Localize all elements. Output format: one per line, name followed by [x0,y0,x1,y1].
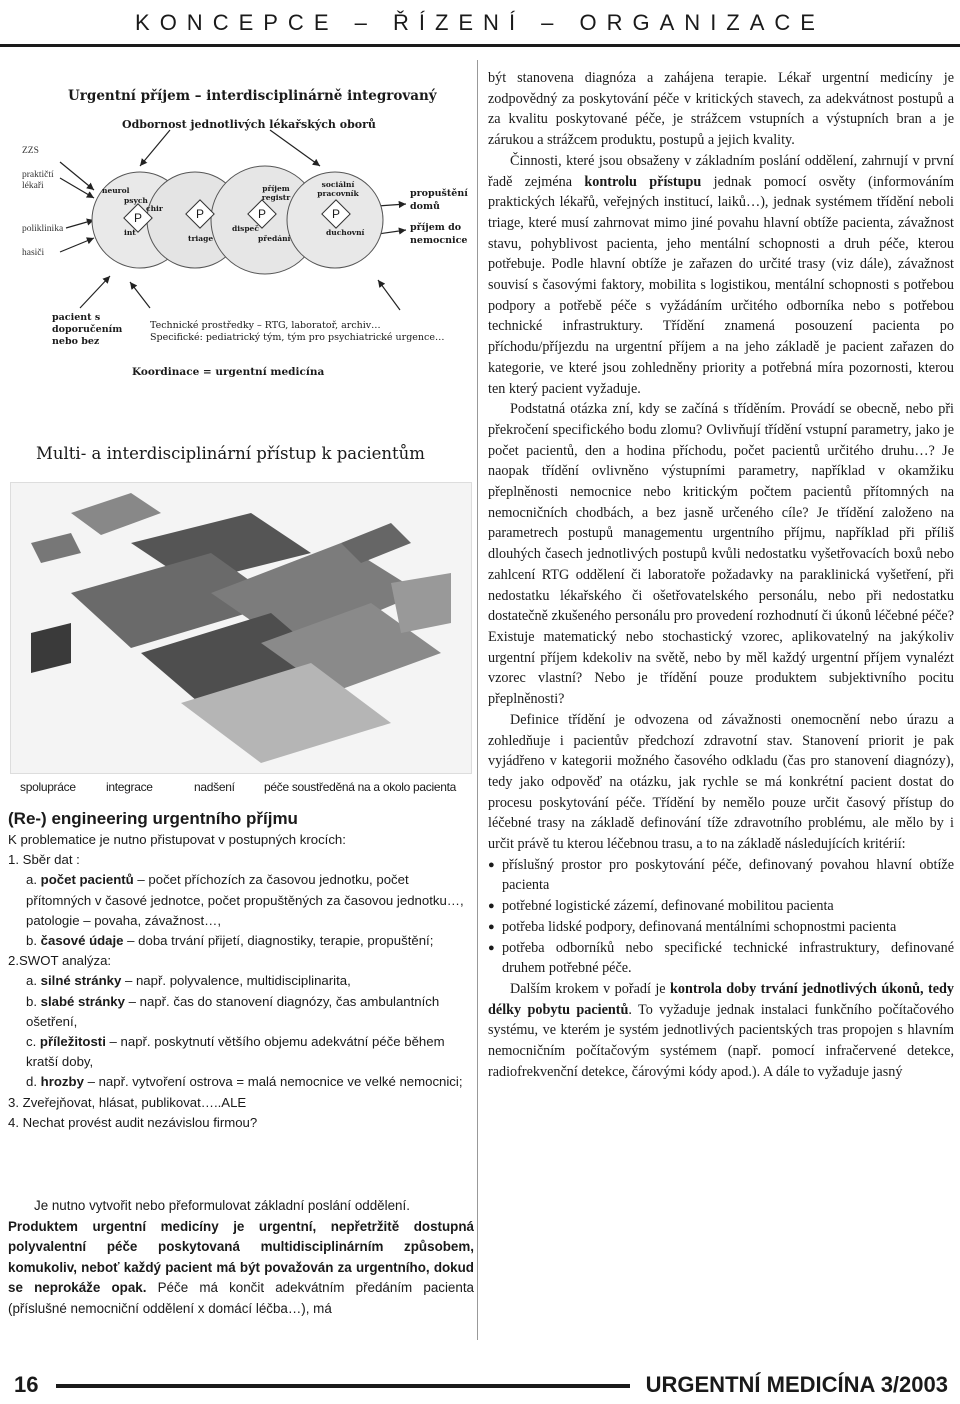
circle-label-int: int [124,228,136,237]
circle-label-chir: chir [146,204,163,213]
urgent-admission-diagram [10,70,470,400]
outcome-discharge: propuštění domů [410,188,468,212]
circle-label-neurol: neurol [102,186,130,195]
swot-opportunities: c. příležitosti – např. poskytnutí většího objemu adekvátní péče během kratší doby, [26,1034,445,1070]
circle-label-psych: psych [124,196,148,205]
right-paragraph-4: Definice třídění je odvozena od závažnosti onemocnění nebo úrazu a zohledňuje i pacientův předchozí zdravotní stav. Stanovení priorit je pak vyjádřeno v kategorii možného časového odkladu (čas pro stanovení diagnózy), tedy jako odpověď na otázku, jak rychle se má konkrétní pacient dostat do procesu poskytování péče. Třídění by nemělo pouze určit časový přístup do léčebné trasy na základě definování tíže zdravotního problému, ale mělo by i určit právě tu kterou léčebnou trasu, a to na základě následujících kritérií: [488,711,954,853]
circle-label-handover: předání [258,234,291,243]
multi-title: Multi- a interdisciplinární přístup k pacientům [36,444,425,463]
source-polyclinic: poliklinika [22,224,64,234]
circle-label-chaplain: duchovní [326,228,365,237]
swot-threats: d. hrozby – např. vytvoření ostrova = malá nemocnice ve velké nemocnici; [26,1074,463,1090]
step-3: 3. Zveřejňovat, hlásat, publikovat…..ALE [8,1094,247,1110]
caption-cooperation: spolupráce [20,780,76,794]
footer-rule [56,1384,630,1388]
outcome-admission: příjem do nemocnice [410,222,468,246]
source-zzs: ZZS [22,146,39,156]
coordination-label: Koordinace = urgentní medicína [132,366,325,378]
reengineering-title: (Re-) engineering urgentního příjmu [8,809,298,828]
step-1: 1. Sběr dat : [8,852,80,868]
building-illustration [11,483,471,773]
circle-label-dispatch: dispeč [232,224,259,233]
caption-patient-centred: péče soustředěná na a okolo pacienta [264,780,457,794]
step-2: 2.SWOT analýza: [8,953,112,969]
page-footer [0,1368,960,1404]
hospital-model-photo [10,482,472,774]
reengineering-intro: K problematice je nutno přistupovat v postupných krocích: [8,832,346,847]
caption-enthusiasm: nadšení [194,780,235,794]
caption-integration: integrace [106,780,153,794]
criteria-item: ● potřeba lidské podpory, definovaná mentálními schopnostmi pacienta [488,917,954,938]
journal-name: URGENTNÍ MEDICÍNA 3/2003 [645,1372,948,1397]
step-4: 4. Nechat provést audit nezávislou firmou? [8,1114,258,1130]
section-title: KONCEPCE – ŘÍZENÍ – ORGANIZACE [135,10,825,35]
swot-strengths: a. silné stránky – např. polyvalence, multidisciplinarita, [26,973,351,989]
p-marker-3: P [258,207,267,221]
tech-line-1: Technické prostředky – RTG, laboratoř, archiv… [150,320,381,331]
mission-paragraph [8,1196,474,1319]
right-paragraph-5: Dalším krokem v pořadí je kontrola doby trvání jednotlivých úkonů, tedy délky pobytu pacientů. To vyžaduje jednak instalaci funkčního počítačového systému, ve kterém je systém jednotlivých pacientských tras propojen s hlavním nemocničním počítačovým systémem (např. pomocí infračervené detekce, radiofrekvenční detekce, čárovými kódy apod.). A dále to vyžaduje jasný [488,980,954,1080]
p-marker-4: P [332,207,341,221]
step-1b: b. časové údaje – doba trvání přijetí, diagnostiky, terapie, propuštění; [26,933,434,949]
criteria-item: ● příslušný prostor pro poskytování péče, definovaný povahou hlavní obtíže pacienta [488,855,954,896]
criteria-item: ● potřebné logistické zázemí, definované mobilitou pacienta [488,896,954,917]
source-firefighters: hasiči [22,248,45,258]
swot-weaknesses: b. slabé stránky – např. čas do stanovení diagnózy, čas ambulantních ošetření, [26,993,440,1029]
circle-label-triage: triage [188,234,214,243]
diagram-subtitle: Odbornost jednotlivých lékařských oborů [122,118,376,131]
tech-resources [150,320,445,345]
mission-line-1: Je nutno vytvořit nebo přeformulovat základní poslání oddělení. [34,1198,410,1213]
header-rule [0,44,960,47]
source-gps: praktičtí lékaři [22,170,54,192]
circle-label-social: sociální pracovník [317,180,359,198]
p-marker-1: P [134,211,143,225]
criteria-item: ● potřeba odborníků nebo specifické technické infrastruktury, definované druhem potřebné péče. [488,938,954,979]
right-paragraph-2: Činnosti, které jsou obsaženy v základním poslání oddělení, zahrnují v první řadě zejména kontrolu přístupu jednak pomocí osvěty (informováním praktických lékařů, veřejných institucí, laiků…), jednak systémem třídění neboli triage, které musí zahrnovat mimo jiné povahu hlavní obtíže pacienta, závažnost stavu, pohyblivost pacienta, jeho mentální schopnosti a druh péče, kterou potřebuje. Podle hlavní obtíže je zařazen do určité trasy (viz dále), závažnost souvisí s časovými faktory, mobilita s logistikou, mentální schopnosti s potřebou podpory a potřebě péče s vyžádáním určitého odborníka nebo s potřebou technické infrastruktury. Třídění znamená posouzení pacienta po příchodu/příjezdu na urgentní příjem a na jeho základě je pacient zařazen do kategorie, ve které jsou zohledněny priority a potřebná míra pozornosti, kterou ten který pacient vyžaduje. [488,152,955,397]
p-marker-2: P [196,207,205,221]
right-paragraph-3: Podstatná otázka zní, kdy se začíná s tříděním. Provádí se obecně, nebo při překročení specifického bodu zlomu? Ovlivňují třídění vstupní parametry, jako je počet pacientů, den a hodina příchodu, počet pacientů určitého druhu…? Je naopak třídění ovlivněno výstupními parametry, například v okamžiku přeplněnosti nemocnice nebo kritickým počtem pacientů přítomných na nemocničních chodbách, a bez jasně určeného cíle? Je třídění založeno na parametrech postupů managementu urgentního příjmu, například při příliš dlouhých časech jednotlivých postupů kvůli nedostatku vyšetřovacích boxů nebo zahlcení RTG oddělení či laboratoře požadavky na paraklinická vyšetření, při nedostatku lékařského či ošetřovatelského personálu, nebo při nedostatku dostatečně zkušeného personálu pro provedení rozhodnutí či úkonů léčebné péče? Existuje matematický nebo stochastický vzorec, aplikovatelný na jakýkoliv urgentní příjem kdekoliv na světě, nebo by měl každý urgentní příjem vynalézt vzorec vlastní? Nebo je třídění pouze produktem subjektivního pocitu přeplněnosti? [488,401,954,708]
right-paragraph-1: být stanovena diagnóza a zahájena terapie. Lékař urgentní medicíny je zodpovědný za poskytování péče v kritických stavech, za adekvátnost postupů a za kvalitu poskytované péče, je strážcem vstupních a výstupních bran a je zárukou a strážcem produktu, postupů a jejich kvality. [488,70,954,149]
tech-line-2: Specifické: pediatrický tým, tým pro psychiatrické urgence… [150,332,445,344]
diagram-title: Urgentní příjem – interdisciplinárně integrovaný [68,88,437,104]
criteria-list [488,855,954,979]
reengineering-section [8,808,470,1133]
step-1a: a. počet pacientů – počet příchozích za časovou jednotku, počet přítomných v časové jednotce, počet propuštěných za časovou jednotku…, patologie – povaha, závažnost…, [26,872,464,928]
page-number: 16 [14,1372,39,1397]
mission-body: Produktem urgentní medicíny je urgentní, nepřetržitě dostupná polyvalentní péče poskytovaná multidisciplinárním způsobem, komukoliv, neboť každý pacient má být považován za urgentního, dokud se neprokáže opak. Péče má končit adekvátním předáním pacienta (příslušné nemocniční oddělení x domácí léčba…), má [8,1218,474,1316]
circle-label-registry: příjem registr [261,184,291,202]
column-divider [477,60,478,1340]
right-column [488,68,954,1082]
patient-label: pacient s doporučením nebo bez [52,312,123,347]
running-header [0,0,960,50]
